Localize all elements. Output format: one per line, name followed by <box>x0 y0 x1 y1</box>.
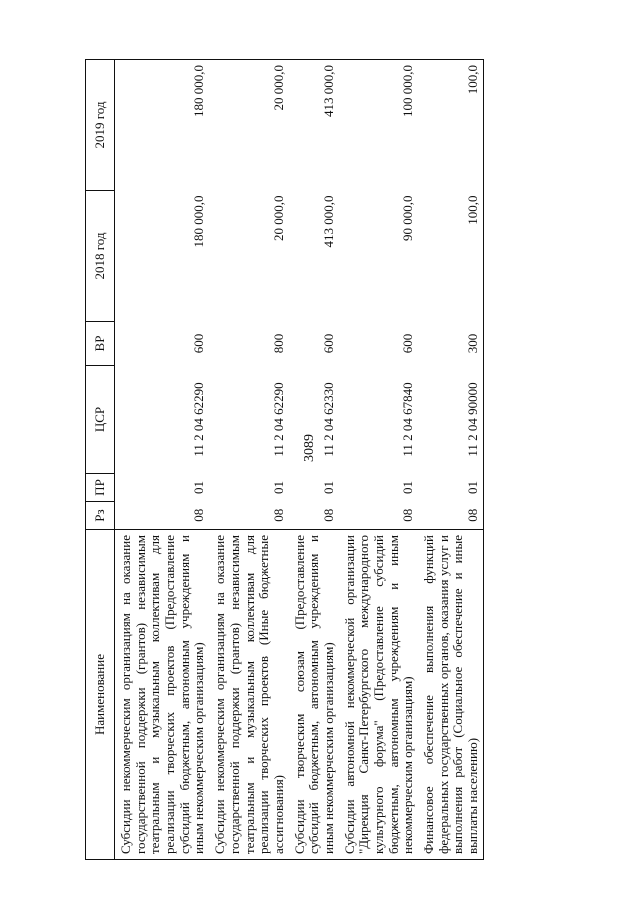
row-pr: 01 <box>320 481 336 494</box>
row-name: Субсидии творческим союзам (Предоставление субсидий бюджетным, автономным учреждениям и иным некоммерческим организациям) <box>289 530 339 860</box>
table-row <box>115 60 210 860</box>
row-2019: 100,0 <box>418 60 483 191</box>
row-2018: 90 000,0 <box>400 195 416 241</box>
row-pr: 01 <box>191 481 207 494</box>
header-name: Наименование <box>86 530 115 860</box>
row-2018: 413 000,0 <box>320 195 336 248</box>
table-row <box>209 60 288 860</box>
header-vr: ВР <box>86 322 115 366</box>
budget-table <box>85 59 484 860</box>
header-rz: Рз <box>86 502 115 530</box>
row-pr: 01 <box>418 474 483 502</box>
row-vr: 600 <box>400 333 416 354</box>
row-2018: 180 000,0 <box>191 195 207 248</box>
row-rz: 08 <box>418 502 483 530</box>
row-csr: 11 2 04 62290 <box>191 382 207 457</box>
rotated-table-container <box>85 60 585 860</box>
row-vr: 600 <box>191 333 207 354</box>
page-number: 3089 <box>302 434 317 462</box>
row-pr: 01 <box>270 481 286 494</box>
header-csr: ЦСР <box>86 366 115 474</box>
row-csr: 11 2 04 62290 <box>270 382 286 457</box>
row-vr: 600 <box>320 333 336 354</box>
row-2019: 20 000,0 <box>209 60 288 191</box>
row-vr: 800 <box>270 333 286 354</box>
row-name: Субсидии автономной некоммерческой организации "Дирекция Санкт-Петербургского международного культурного форума" (Предоставление субсидий бюджетным, автономным учреждениям и иным некоммерческим организациям) <box>339 530 418 860</box>
table-row <box>418 60 483 860</box>
row-name: Субсидии некоммерческим организациям на оказание государственной поддержки (грантов) независимым театральным и музыкальным коллективам для реализации творческих проектов (Предоставление субсидий бюджетным, автономным учреждениям и иным некоммерческим организациям) <box>115 530 210 860</box>
row-2018: 20 000,0 <box>270 195 286 241</box>
row-2018: 100,0 <box>418 191 483 322</box>
row-2019: 100 000,0 <box>339 60 418 191</box>
header-2018: 2018 год <box>86 191 115 322</box>
row-rz: 08 <box>191 508 207 522</box>
row-pr: 01 <box>400 481 416 494</box>
row-rz: 08 <box>320 508 336 522</box>
row-csr: 11 2 04 62330 <box>320 382 336 457</box>
table-row <box>339 60 418 860</box>
row-csr: 11 2 04 90000 <box>418 366 483 474</box>
row-rz: 08 <box>270 508 286 522</box>
row-csr: 11 2 04 67840 <box>400 382 416 457</box>
header-2019: 2019 год <box>86 60 115 191</box>
row-rz: 08 <box>400 508 416 522</box>
table-row <box>289 60 339 860</box>
table-header-row <box>86 60 115 860</box>
header-pr: ПР <box>86 474 115 502</box>
row-vr: 300 <box>418 322 483 366</box>
row-name: Субсидии некоммерческим организациям на оказание государственной поддержки (грантов) независимым театральным и музыкальным коллективам для реализации творческих проектов (Иные бюджетные ассигнования) <box>209 530 288 860</box>
row-name: Финансовое обеспечение выполнения функций федеральных государственных органов, оказания услуг и выполнения работ (Социальное обеспечение и иные выплаты населению) <box>418 530 483 860</box>
row-2019: 413 000,0 <box>289 60 339 191</box>
row-2019: 180 000,0 <box>115 60 210 191</box>
